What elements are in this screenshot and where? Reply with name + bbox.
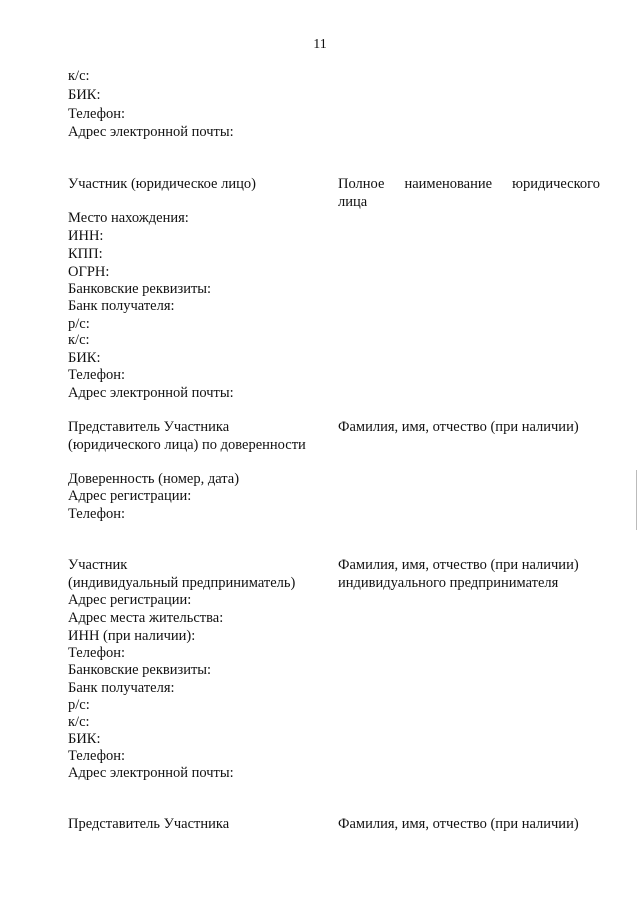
participant-legal-heading: Участник (юридическое лицо) (68, 176, 256, 192)
field-phone: Телефон: (68, 506, 126, 522)
field-bik: БИК: (68, 87, 101, 103)
field-ogrn: ОГРН: (68, 264, 110, 280)
field-registration-address: Адрес регистрации: (68, 488, 192, 504)
field-ks: к/с: (68, 332, 90, 348)
full-name-label: Фамилия, имя, отчество (при наличии) (338, 816, 579, 832)
representative-heading: Представитель Участника (68, 419, 230, 435)
page-number: 11 (313, 37, 327, 52)
field-recipient-bank: Банк получателя: (68, 680, 175, 696)
field-bik: БИК: (68, 350, 101, 366)
label-word: наименование (404, 176, 493, 192)
field-email: Адрес электронной почты: (68, 765, 234, 781)
field-power-of-attorney: Доверенность (номер, дата) (68, 471, 240, 487)
label-word: юридического (512, 176, 601, 192)
ie-full-name-label-line2: индивидуального предпринимателя (338, 575, 559, 591)
field-phone: Телефон: (68, 367, 126, 383)
field-ks: к/с: (68, 714, 90, 730)
field-inn: ИНН: (68, 228, 104, 244)
ie-full-name-label: Фамилия, имя, отчество (при наличии) (338, 557, 579, 573)
field-phone: Телефон: (68, 106, 126, 122)
field-phone: Телефон: (68, 645, 126, 661)
representative-heading: Представитель Участника (68, 816, 230, 832)
field-phone: Телефон: (68, 748, 126, 764)
field-kpp: КПП: (68, 246, 103, 262)
full-name-label: Фамилия, имя, отчество (при наличии) (338, 419, 579, 435)
field-ks: к/с: (68, 68, 90, 84)
field-bank-details: Банковские реквизиты: (68, 281, 212, 297)
field-email: Адрес электронной почты: (68, 124, 234, 140)
legal-full-name-label (338, 175, 600, 193)
field-rs: р/с: (68, 697, 90, 713)
participant-ie-heading-line2: (индивидуальный предприниматель) (68, 575, 296, 591)
field-email: Адрес электронной почты: (68, 385, 234, 401)
field-residence-address: Адрес места жительства: (68, 610, 224, 626)
field-bank-details: Банковские реквизиты: (68, 662, 212, 678)
field-rs: р/с: (68, 316, 90, 332)
label-word: Полное (338, 176, 385, 192)
representative-heading-line2: (юридического лица) по доверенности (68, 437, 306, 453)
legal-full-name-label-line2: лица (338, 194, 368, 210)
field-recipient-bank: Банк получателя: (68, 298, 175, 314)
field-registration-address: Адрес регистрации: (68, 592, 192, 608)
field-bik: БИК: (68, 731, 101, 747)
scan-edge-mark (636, 470, 637, 530)
participant-ie-heading: Участник (68, 557, 128, 573)
field-inn: ИНН (при наличии): (68, 628, 196, 644)
field-location: Место нахождения: (68, 210, 189, 226)
